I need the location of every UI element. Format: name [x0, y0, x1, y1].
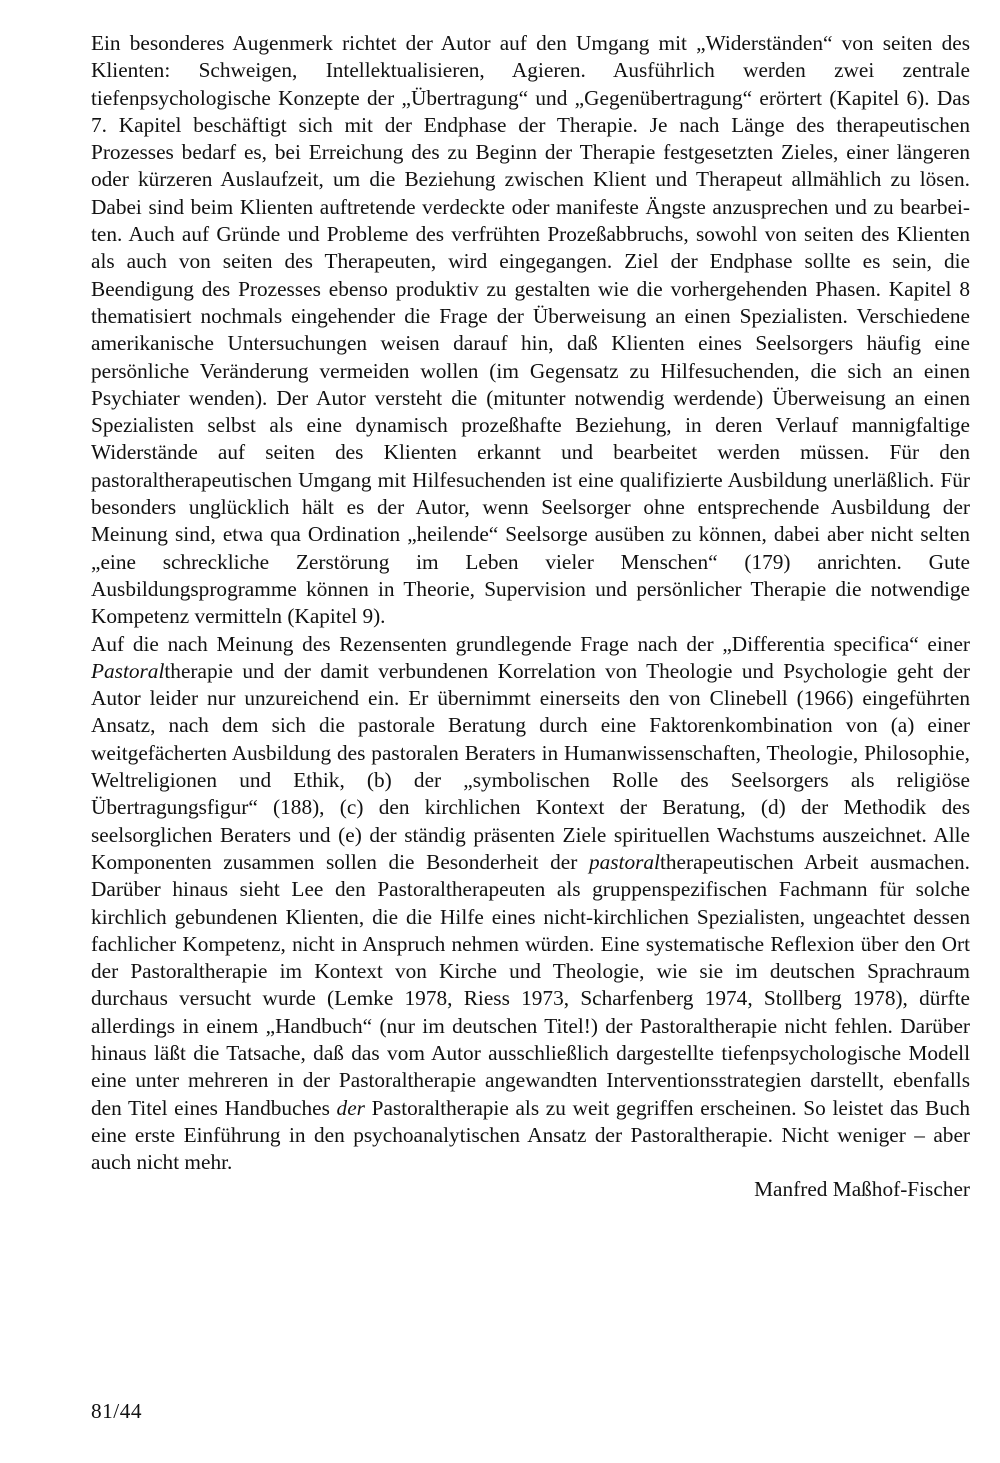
paragraph-2-italic-der: der	[336, 1095, 365, 1120]
author-signature: Manfred Maßhof-Fischer	[754, 1177, 970, 1202]
body-paragraph-2	[91, 631, 970, 1177]
paragraph-2-italic-pastoral-lower: pastoral	[588, 849, 660, 874]
body-paragraph-1	[91, 30, 970, 631]
paragraph-2-text-c: therapeutischen Arbeit ausmachen. Darüber hinaus sieht Lee den Pastoraltherapeuten als gruppenspezifischen Fachmann für solche kirchlich gebundenen Klienten, die die Hilfe eines nicht-kirchlichen Spezialisten, ungeachtet dessen fachlicher Kompetenz, nicht in Anspruch nehmen würden. Eine systematische Reflexion über den Ort der Pastoraltherapie im Kontext von Kirche und Theologie, wie sie im deutschen Sprachraum durchaus versucht wurde (Lemke 1978, Riess 1973, Scharfenberg 1974, Stollberg 1978), dürfte allerdings in einem „Handbuch“ (nur im deutschen Titel!) der Pastoraltherapie nicht fehlen. Darüber hinaus läßt die Tatsache, daß das vom Autor ausschließlich dargestellte tiefenpsychologische Modell eine unter mehreren in der Pastoraltherapie angewandten Interventionsstrategien darstellt, ebenfalls den Titel eines Handbuches	[91, 849, 970, 1120]
paragraph-1-text: Ein besonderes Augenmerk richtet der Autor auf den Umgang mit „Widerständen“ von seiten des Klienten: Schweigen, Intellektualisieren, Agieren. Ausführlich werden zwei zentrale tiefenpsychologische Konzepte der „Übertragung“ und „Gegenübertragung“ erörtert (Kapitel 6). Das 7. Kapitel beschäftigt sich mit der Endphase der Therapie. Je nach Länge des therapeutischen Prozesses bedarf es, bei Erreichung des zu Beginn der Therapie festgesetzten Zieles, einer längeren oder kürzeren Auslaufzeit, um die Beziehung zwischen Klient und Therapeut allmählich zu lösen. Dabei sind beim Klienten auftretende verdeckte oder manifeste Ängste anzusprechen und zu bearbeiten. Auch auf Gründe und Probleme des verfrühten Prozeßabbruchs, sowohl von seiten des Klienten als auch von seiten des Therapeuten, wird eingegangen. Ziel der Endphase sollte es sein, die Beendigung des Prozesses ebenso produktiv zu gestalten wie die vorhergehenden Phasen. Kapitel 8 thematisiert nochmals eingehender die Frage der Überweisung an einen Spezialisten. Verschiedene amerikanische Untersuchungen weisen darauf hin, daß Klienten eines Seelsorgers häufig eine persönliche Veränderung vermeiden wollen (im Gegensatz zu Hilfesuchenden, die sich an einen Psychiater wenden). Der Autor versteht die (mitunter notwendig werdende) Überweisung an einen Spezialisten selbst als eine dynamisch prozeßhafte Beziehung, in deren Verlauf mannigfaltige Widerstände auf seiten des Klienten erkannt und bearbeitet werden müssen. Für den pastoraltherapeutischen Umgang mit Hilfesuchenden ist eine qualifizierte Ausbildung unerläßlich. Für besonders unglücklich hält es der Autor, wenn Seelsorger ohne entsprechende Ausbildung der Meinung sind, etwa qua Ordination „heilende“ Seelsorge ausüben zu können, dabei aber nicht selten „eine schreckliche Zerstörung im Leben vieler Menschen“ (179) anrichten. Gute Ausbildungsprogramme können in Theorie, Supervision und persönlicher Therapie die notwendige Kompetenz vermitteln (Kapitel 9).	[91, 31, 970, 629]
paragraph-2-text-b: therapie und der damit verbundenen Korrelation von Theologie und Psychologie geht der Autor leider nur unzureichend ein. Er übernimmt einerseits den von Clinebell (1966) eingeführten Ansatz, nach dem sich die pastorale Beratung durch eine Faktorenkombination von (a) einer weitgefächerten Ausbildung des pastoralen Beraters in Humanwissenschaften, Theologie, Philosophie, Weltreligionen und Ethik, (b) der „symbolischen Rolle des Seelsorgers als religiöse Übertragungsfigur“ (188), (c) den kirchlichen Kontext der Beratung, (d) der Methodik des seelsorglichen Beraters und (e) der ständig präsenten Ziele spirituellen Wachstums auszeichnet. Alle Komponenten zusammen sollen die Besonderheit der	[91, 658, 970, 874]
paragraph-2-text-d: Pastoraltherapie als zu weit gegriffen erscheinen. So leistet das Buch eine erste Einführung in den psychoanalytischen Ansatz der Pastoraltherapie. Nicht weniger – aber auch nicht mehr.	[91, 1095, 971, 1175]
paragraph-2-text-a: Auf die nach Meinung des Rezensenten grundlegende Frage nach der „Differentia specifica“ einer	[91, 631, 970, 656]
page-number: 81/44	[91, 1399, 143, 1423]
paragraph-2-italic-pastoral: Pastoral	[91, 658, 165, 683]
document-page	[91, 30, 970, 1204]
